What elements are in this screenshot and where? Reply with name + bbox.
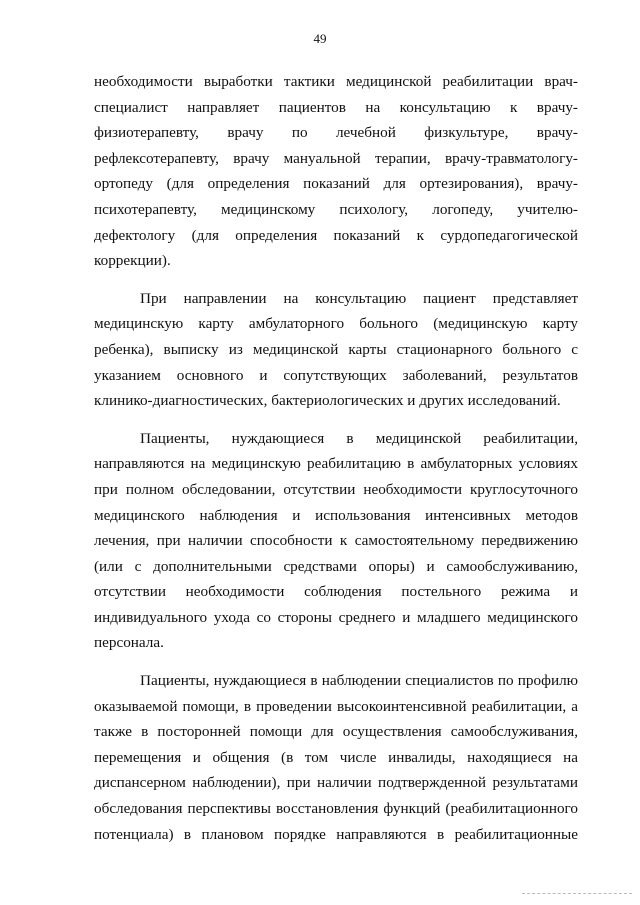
scan-edge-mark [522,893,632,895]
paragraph-line: лечения, при наличии способности к самостоятельному передвижению [94,532,578,550]
paragraph-line: отсутствии необходимости соблюдения постельного режима и [94,583,578,601]
paragraph-2 [94,286,578,414]
paragraph-1 [94,69,578,274]
paragraph-line: При направлении на консультацию пациент представляет [140,289,578,307]
paragraph-line: (или с дополнительными средствами опоры) и самообслуживанию, [94,557,578,575]
paragraph-line: медицинского наблюдения и использования интенсивных методов [94,506,578,524]
paragraph-4 [94,668,578,847]
paragraph-line: указанием основного и сопутствующих заболеваний, результатов [94,366,578,384]
paragraph-line: также в посторонней помощи для осуществления самообслуживания, [94,723,578,741]
paragraph-line: перемещения и общения (в том числе инвалиды, находящиеся на [94,748,578,766]
paragraph-line: рефлексотерапевту, врачу мануальной терапии, врачу-травматологу- [94,149,578,167]
paragraph-line: специалист направляет пациентов на консультацию к врачу- [94,98,578,116]
paragraph-line: Пациенты, нуждающиеся в наблюдении специалистов по профилю [140,672,578,690]
paragraph-line: потенциала) в плановом порядке направляются в реабилитационные [94,825,578,843]
paragraph-line: при полном обследовании, отсутствии необходимости круглосуточного [94,480,578,498]
paragraph-spacer [94,274,578,286]
paragraph-line: оказываемой помощи, в проведении высокоинтенсивной реабилитации, а [94,697,578,715]
paragraph-line: диспансерном наблюдении), при наличии подтвержденной результатами [94,774,578,792]
page-number: 49 [313,31,327,46]
paragraph-3 [94,426,578,656]
paragraph-line: обследования перспективы восстановления функций (реабилитационного [94,800,578,818]
paragraph-line: физиотерапевту, врачу по лечебной физкультуре, врачу- [94,124,578,142]
paragraph-line: Пациенты, нуждающиеся в медицинской реабилитации, [140,429,578,447]
paragraph-line: персонала. [94,634,164,652]
paragraph-line: клинико-диагностических, бактериологических и других исследований. [94,392,561,410]
paragraph-line: медицинскую карту амбулаторного больного (медицинскую карту [94,315,578,333]
paragraph-line: необходимости выработки тактики медицинской реабилитации врач- [94,73,578,90]
body-text [94,69,578,847]
paragraph-spacer [94,656,578,668]
paragraph-spacer [94,414,578,426]
paragraph-line: психотерапевту, медицинскому психологу, логопеду, учителю- [94,200,578,218]
paragraph-line: направляются на медицинскую реабилитацию в амбулаторных условиях [94,455,578,473]
paragraph-line: коррекции). [94,252,171,270]
paragraph-line: дефектологу (для определения показаний к сурдопедагогической [94,226,578,244]
paragraph-line: индивидуального ухода со стороны среднего и младшего медицинского [94,608,578,626]
paragraph-line: ортопеду (для определения показаний для ортезирования), врачу- [94,175,578,193]
paragraph-line: ребенка), выписку из медицинской карты стационарного больного с [94,340,578,358]
